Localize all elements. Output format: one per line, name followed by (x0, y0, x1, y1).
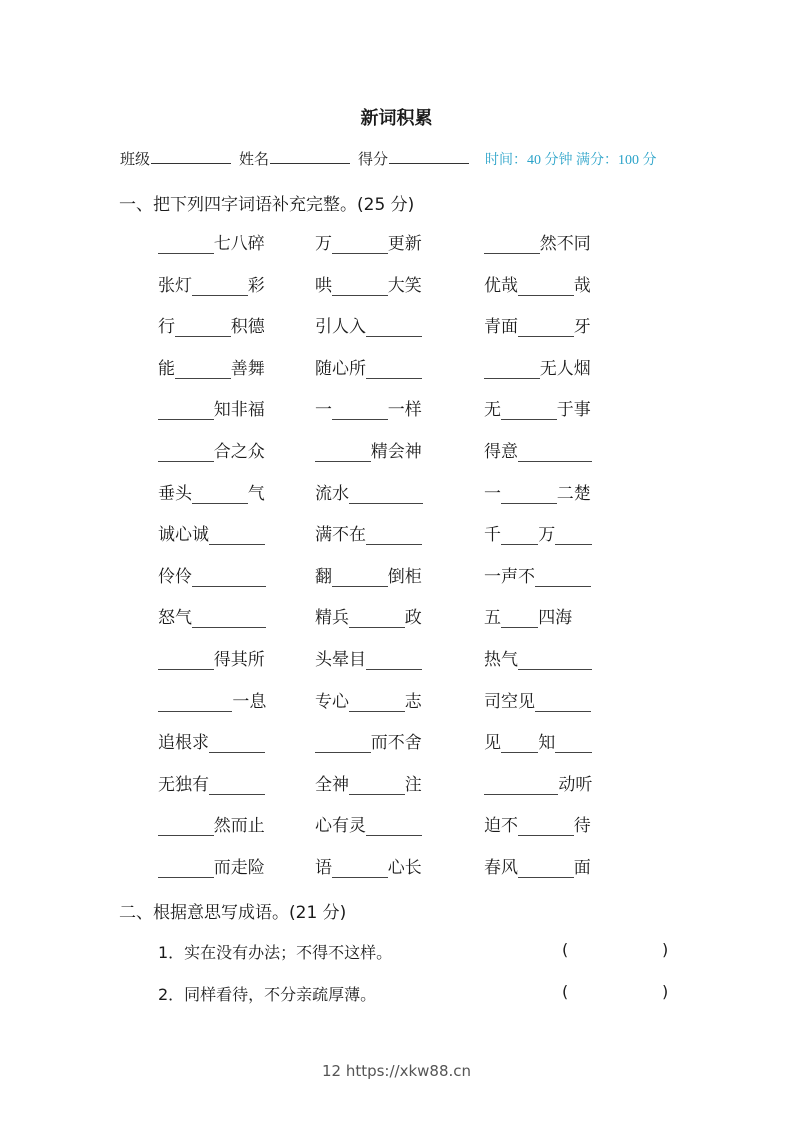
fill-in-blank[interactable] (501, 524, 538, 545)
fill-in-blank[interactable] (158, 399, 214, 420)
fill-in-blank[interactable] (349, 691, 405, 712)
idiom-item (158, 644, 265, 670)
fill-in-blank[interactable] (158, 233, 214, 254)
idiom-text: 得意 (484, 441, 518, 462)
class-label: 班级 (120, 150, 151, 168)
idiom-item (158, 519, 265, 545)
idiom-text: 语 (315, 857, 332, 878)
idiom-item (315, 311, 422, 337)
answer-open-paren-1: ( (562, 940, 569, 959)
idiom-item (315, 810, 422, 836)
idiom-text: 气 (247, 483, 265, 504)
idiom-text: 注 (404, 774, 422, 795)
idiom-text: 二楚 (556, 483, 591, 504)
idiom-text: 司空见 (484, 691, 535, 712)
idiom-item (315, 436, 422, 462)
idiom-item (484, 270, 591, 296)
idiom-text: 动听 (558, 774, 593, 795)
idiom-text: 五 (484, 608, 501, 629)
idiom-item (315, 353, 422, 379)
idiom-text: 流水 (315, 483, 349, 504)
idiom-item (315, 561, 422, 587)
fill-in-blank[interactable] (501, 483, 557, 504)
fill-in-blank[interactable] (518, 815, 574, 836)
idiom-text: 专心 (315, 691, 349, 712)
idiom-item (158, 228, 265, 254)
idiom-text: 而走险 (213, 857, 265, 878)
fill-in-blank[interactable] (366, 815, 422, 836)
fill-in-blank[interactable] (366, 358, 422, 379)
score-blank[interactable] (389, 149, 469, 164)
idiom-item (484, 478, 591, 504)
idiom-text: 哄 (315, 275, 332, 296)
idiom-text: 见 (484, 733, 501, 754)
fill-in-blank[interactable] (332, 233, 388, 254)
idiom-item (315, 478, 423, 504)
fill-in-blank[interactable] (484, 774, 558, 795)
fill-in-blank[interactable] (332, 275, 388, 296)
idiom-item (484, 228, 591, 254)
idiom-text: 头晕目 (315, 649, 366, 670)
idiom-text: 然不同 (539, 234, 591, 254)
idiom-text: 怒气 (158, 608, 192, 629)
idiom-text: 而不舍 (370, 733, 422, 754)
fill-in-blank[interactable] (175, 316, 231, 337)
fill-in-blank[interactable] (366, 316, 422, 337)
idiom-text: 七八碎 (213, 234, 265, 254)
fill-in-blank[interactable] (209, 774, 265, 795)
idiom-text: 行 (158, 317, 175, 338)
class-blank[interactable] (151, 149, 231, 164)
fill-in-blank[interactable] (192, 275, 248, 296)
idiom-item (158, 436, 265, 462)
idiom-text: 面 (573, 857, 591, 878)
idiom-text: 无 (484, 400, 501, 421)
idiom-text: 热气 (484, 649, 518, 670)
idiom-text: 一 (484, 483, 501, 504)
idiom-text: 满不在 (315, 525, 366, 546)
fill-in-blank[interactable] (555, 524, 592, 545)
idiom-item (315, 602, 422, 628)
answer-open-paren-2: ( (562, 982, 569, 1001)
idiom-text: 追根求 (158, 733, 209, 754)
idiom-text: 精兵 (315, 608, 349, 629)
time-score-info: 时间：40 分钟 满分：100 分 (485, 153, 657, 168)
idiom-text: 待 (573, 816, 591, 837)
idiom-item (158, 810, 265, 836)
fill-in-blank[interactable] (366, 524, 422, 545)
idiom-text: 合之众 (213, 441, 265, 462)
idiom-text: 伶伶 (158, 566, 192, 587)
fill-in-blank[interactable] (518, 275, 574, 296)
idiom-text: 引人入 (315, 317, 366, 338)
fill-in-blank[interactable] (315, 441, 371, 462)
fill-in-blank[interactable] (332, 857, 388, 878)
idiom-text: 一息 (232, 691, 267, 712)
idiom-item (158, 852, 265, 878)
idiom-item (484, 394, 591, 420)
idiom-item (158, 602, 266, 628)
fill-in-blank[interactable] (501, 607, 538, 628)
idiom-item (484, 353, 591, 379)
idiom-item (315, 270, 422, 296)
idiom-text: 无独有 (158, 774, 209, 795)
idiom-item (315, 644, 422, 670)
idiom-text: 优哉 (484, 275, 518, 296)
idiom-text: 心长 (387, 857, 422, 878)
idiom-text: 万 (538, 525, 556, 546)
fill-in-blank[interactable] (349, 774, 405, 795)
idiom-item (315, 686, 422, 712)
idiom-text: 四海 (538, 608, 573, 629)
section-1-heading: 一、把下列四字词语补充完整。(25 分) (119, 195, 415, 215)
idiom-text: 千 (484, 525, 501, 546)
idiom-item (158, 270, 265, 296)
page-footer: 12 https://xkw88.cn (321, 1062, 472, 1080)
fill-in-blank[interactable] (501, 399, 557, 420)
fill-in-blank[interactable] (518, 857, 574, 878)
idiom-item (315, 727, 422, 753)
idiom-text: 于事 (556, 400, 591, 421)
idiom-text: 哉 (573, 275, 591, 296)
idiom-item (158, 353, 265, 379)
idiom-text: 无人烟 (539, 358, 591, 379)
idiom-item (158, 561, 266, 587)
idiom-item (158, 769, 265, 795)
idiom-text: 春风 (484, 857, 518, 878)
idiom-text: 随心所 (315, 358, 366, 379)
idiom-text: 全神 (315, 774, 349, 795)
idiom-text: 政 (404, 608, 422, 629)
fill-in-blank[interactable] (175, 358, 231, 379)
fill-in-blank[interactable] (518, 441, 592, 462)
idiom-text: 迫不 (484, 816, 518, 837)
fill-in-blank[interactable] (349, 483, 423, 504)
idiom-item (158, 686, 266, 712)
idiom-text: 诚心诚 (158, 525, 209, 546)
idiom-text: 志 (404, 691, 422, 712)
fill-in-blank[interactable] (158, 441, 214, 462)
idiom-item (158, 727, 265, 753)
idiom-item (484, 686, 591, 712)
fill-in-blank[interactable] (192, 607, 266, 628)
score-label: 得分 (358, 150, 389, 168)
idiom-text: 一样 (387, 400, 422, 421)
fill-in-blank[interactable] (535, 691, 591, 712)
idiom-item (484, 727, 592, 753)
idiom-item (315, 228, 422, 254)
fill-in-blank[interactable] (349, 607, 405, 628)
fill-in-blank[interactable] (158, 691, 232, 712)
fill-in-blank[interactable] (315, 732, 371, 753)
fill-in-blank[interactable] (366, 649, 422, 670)
fill-in-blank[interactable] (158, 815, 214, 836)
student-info-bar (120, 148, 657, 169)
idiom-text: 翻 (315, 566, 332, 587)
idiom-text: 万 (315, 234, 332, 254)
idiom-text: 积德 (230, 317, 265, 338)
idiom-item (315, 394, 422, 420)
name-label: 姓名 (239, 150, 270, 168)
idiom-item (484, 561, 591, 587)
fill-in-blank[interactable] (332, 566, 388, 587)
idiom-text: 更新 (387, 234, 422, 254)
fill-in-blank[interactable] (555, 732, 592, 753)
idiom-item (484, 602, 572, 628)
answer-close-paren-2: ) (662, 982, 669, 1001)
idiom-item (315, 769, 422, 795)
fill-in-blank[interactable] (501, 732, 538, 753)
fill-in-blank[interactable] (192, 566, 266, 587)
idiom-item (484, 311, 591, 337)
idiom-text: 一声不 (484, 566, 535, 587)
question-2: 2．同样看待，不分亲疏厚薄。 (158, 985, 377, 1004)
fill-in-blank[interactable] (484, 358, 540, 379)
answer-blank-1[interactable] (574, 941, 658, 959)
idiom-item (484, 436, 592, 462)
idiom-text: 心有灵 (315, 816, 366, 837)
idiom-item (315, 852, 422, 878)
idiom-text: 彩 (247, 275, 265, 296)
fill-in-blank[interactable] (484, 233, 540, 254)
fill-in-blank[interactable] (209, 732, 265, 753)
idiom-text: 垂头 (158, 483, 192, 504)
name-blank[interactable] (270, 149, 350, 164)
fill-in-blank[interactable] (535, 566, 591, 587)
idiom-item (484, 810, 591, 836)
section-2-heading: 二、根据意思写成语。(21 分) (119, 903, 347, 923)
idiom-text: 青面 (484, 317, 518, 338)
idiom-item (158, 311, 265, 337)
question-1: 1．实在没有办法；不得不这样。 (158, 943, 393, 962)
fill-in-blank[interactable] (158, 857, 214, 878)
idiom-item (484, 852, 591, 878)
fill-in-blank[interactable] (209, 524, 265, 545)
idiom-text: 张灯 (158, 275, 192, 296)
fill-in-blank[interactable] (518, 316, 574, 337)
idiom-item (158, 478, 265, 504)
idiom-text: 精会神 (370, 441, 422, 462)
fill-in-blank[interactable] (192, 483, 248, 504)
idiom-item (315, 519, 422, 545)
page-title: 新词积累 (360, 108, 433, 129)
answer-blank-2[interactable] (574, 983, 658, 1001)
answer-close-paren-1: ) (662, 940, 669, 959)
fill-in-blank[interactable] (158, 649, 214, 670)
idiom-text: 知 (538, 733, 556, 754)
idiom-text: 大笑 (387, 275, 422, 296)
idiom-text: 善舞 (230, 358, 265, 379)
idiom-item (158, 394, 265, 420)
idiom-text: 然而止 (213, 816, 265, 837)
fill-in-blank[interactable] (332, 399, 388, 420)
idiom-item (484, 519, 592, 545)
idiom-text: 得其所 (213, 649, 265, 670)
fill-in-blank[interactable] (518, 649, 592, 670)
idiom-text: 一 (315, 400, 332, 421)
idiom-text: 知非福 (213, 400, 265, 421)
idiom-item (484, 644, 592, 670)
idiom-text: 牙 (573, 317, 591, 338)
idiom-text: 能 (158, 358, 175, 379)
idiom-item (484, 769, 592, 795)
idiom-text: 倒柜 (387, 566, 422, 587)
